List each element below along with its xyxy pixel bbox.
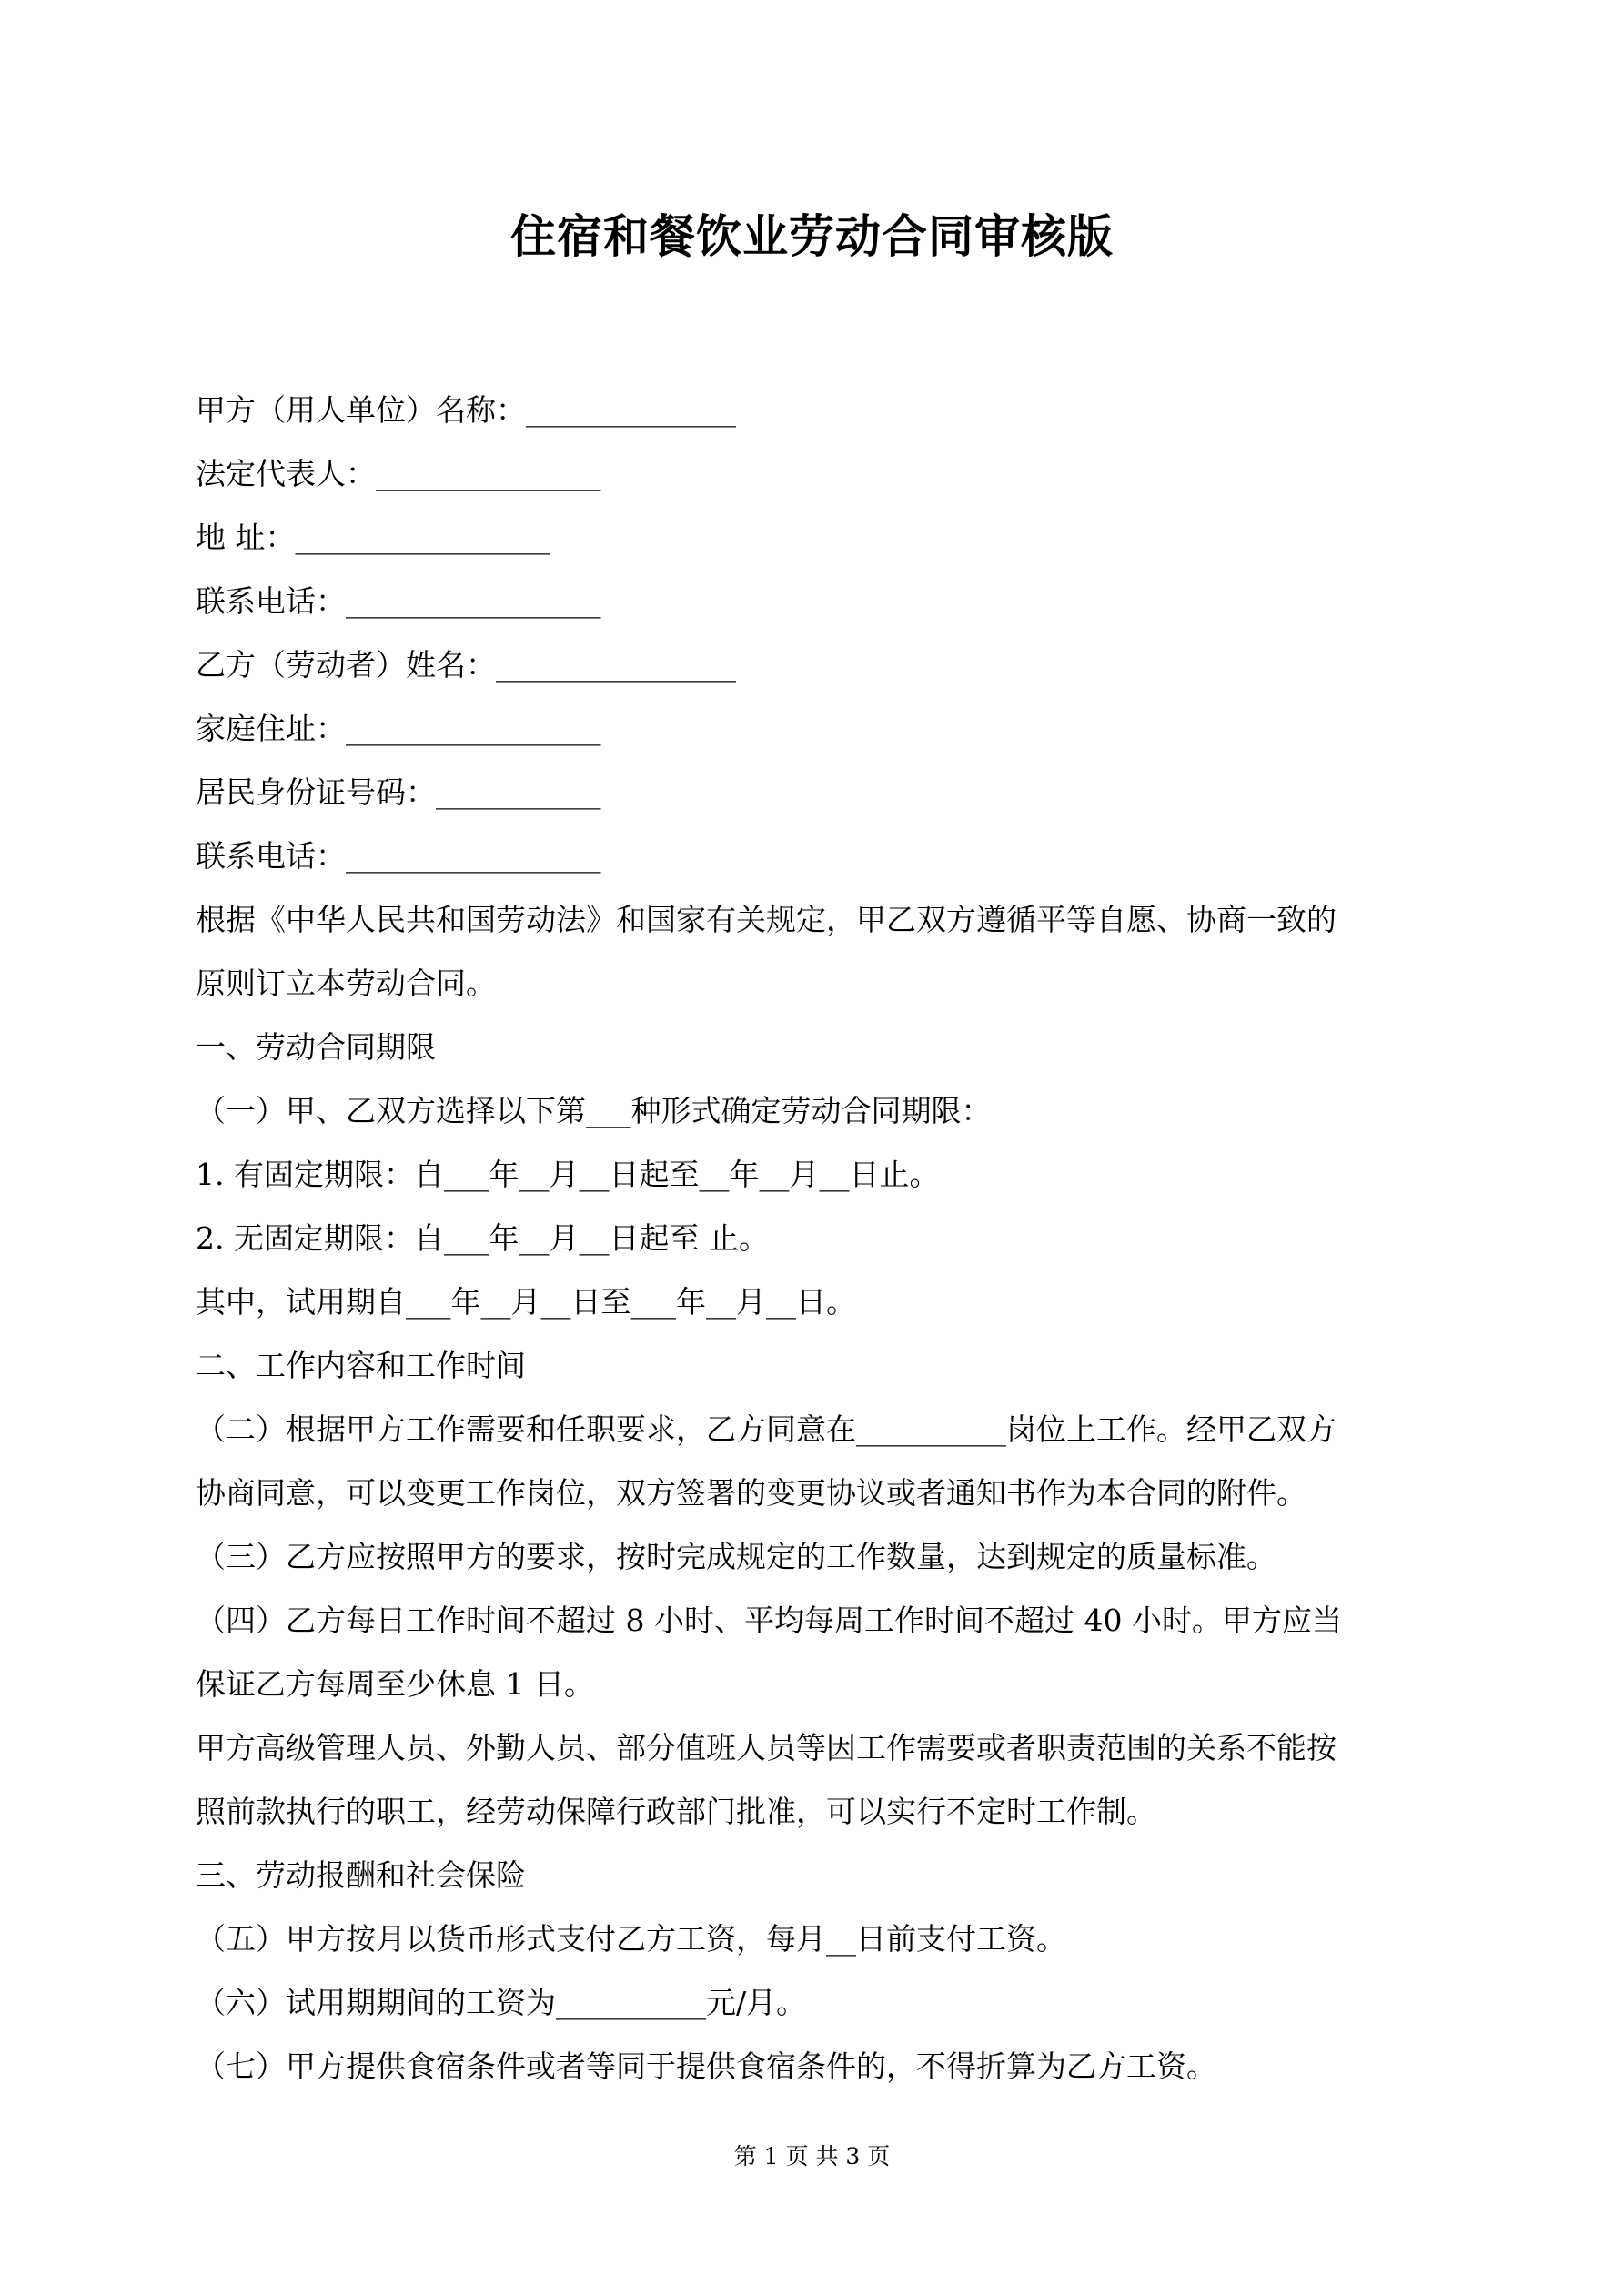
clause-2-line-2: 协商同意，可以变更工作岗位，双方签署的变更协议或者通知书作为本合同的附件。 — [196, 1475, 1306, 1511]
employee-name-field: 乙方（劳动者）姓名：________________ — [196, 647, 736, 683]
open-term-option: 2. 无固定期限：自___年__月__日起至 止。 — [196, 1220, 769, 1256]
section-heading-work-content: 二、工作内容和工作时间 — [196, 1348, 526, 1383]
clause-6: （六）试用期期间的工资为__________元/月。 — [196, 1985, 807, 2020]
probation-period-line: 其中，试用期自___年__月__日至___年__月__日。 — [196, 1284, 856, 1320]
id-number-field: 居民身份证号码：___________ — [196, 774, 601, 810]
clause-2-line-1: （二）根据甲方工作需要和任职要求，乙方同意在__________岗位上工作。经甲乙双方 — [196, 1411, 1337, 1447]
legal-representative-field: 法定代表人：_______________ — [196, 456, 601, 491]
clause-3: （三）乙方应按照甲方的要求，按时完成规定的工作数量，达到规定的质量标准。 — [196, 1539, 1276, 1574]
preamble-line-2: 原则订立本劳动合同。 — [196, 966, 496, 1001]
clause-1: （一）甲、乙双方选择以下第___种形式确定劳动合同期限： — [196, 1093, 992, 1128]
clause-4-line-2: 保证乙方每周至少休息 1 日。 — [196, 1666, 594, 1702]
employer-address-field: 地 址：_________________ — [196, 520, 550, 555]
preamble-line-1: 根据《中华人民共和国劳动法》和国家有关规定，甲乙双方遵循平等自愿、协商一致的 — [196, 902, 1337, 937]
clause-5: （五）甲方按月以货币形式支付乙方工资，每月__日前支付工资。 — [196, 1921, 1066, 1957]
employee-phone-field: 联系电话：_________________ — [196, 838, 601, 874]
employer-name-field: 甲方（用人单位）名称：______________ — [196, 392, 736, 428]
flexible-hours-line-1: 甲方高级管理人员、外勤人员、部分值班人员等因工作需要或者职责范围的关系不能按 — [196, 1730, 1337, 1765]
employer-phone-field: 联系电话：_________________ — [196, 583, 601, 619]
section-heading-contract-term: 一、劳动合同期限 — [196, 1029, 436, 1065]
clause-7: （七）甲方提供食宿条件或者等同于提供食宿条件的，不得折算为乙方工资。 — [196, 2048, 1216, 2084]
clause-4-line-1: （四）乙方每日工作时间不超过 8 小时、平均每周工作时间不超过 40 小时。甲方应当 — [196, 1603, 1342, 1638]
section-heading-remuneration: 三、劳动报酬和社会保险 — [196, 1857, 526, 1893]
home-address-field: 家庭住址：_________________ — [196, 711, 601, 746]
fixed-term-option: 1. 有固定期限：自___年__月__日起至__年__月__日止。 — [196, 1157, 940, 1192]
document-title: 住宿和餐饮业劳动合同审核版 — [510, 209, 1114, 263]
flexible-hours-line-2: 照前款执行的职工，经劳动保障行政部门批准，可以实行不定时工作制。 — [196, 1794, 1156, 1829]
page-number-footer: 第 1 页 共 3 页 — [733, 2143, 891, 2170]
